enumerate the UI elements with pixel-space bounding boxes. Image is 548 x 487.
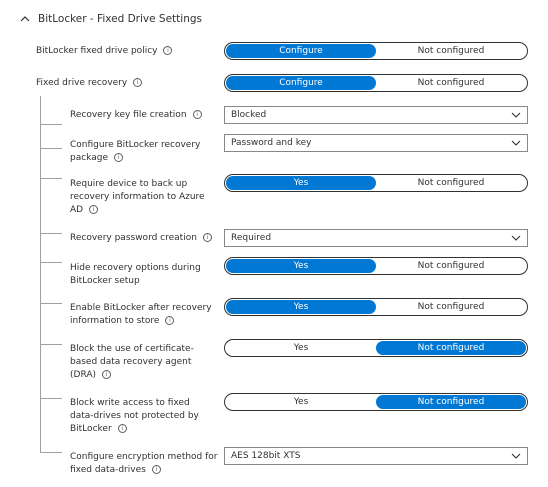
info-icon[interactable]: i xyxy=(203,233,212,242)
setting-label-pwd-creation: Recovery password creation i xyxy=(70,232,212,245)
toggle-option-not-configured[interactable]: Not configured xyxy=(417,261,485,271)
tree-branch xyxy=(40,303,62,304)
chevron-down-icon xyxy=(511,111,521,119)
toggle-option-configure[interactable]: Configure xyxy=(226,44,376,58)
tree-branch xyxy=(40,124,62,125)
toggle-enable-after[interactable] xyxy=(224,298,528,316)
chevron-down-icon xyxy=(511,139,521,147)
setting-label-enable-after: Enable BitLocker after recovery information to store i xyxy=(70,303,212,326)
select-value: AES 128bit XTS xyxy=(231,451,301,461)
chevron-down-icon xyxy=(511,452,521,460)
info-icon[interactable]: i xyxy=(89,205,98,214)
toggle-option-not-configured[interactable]: Not configured xyxy=(376,341,526,355)
toggle-hide-options[interactable] xyxy=(224,257,528,275)
select-pwd-creation[interactable] xyxy=(224,229,528,247)
toggle-option-yes[interactable]: Yes xyxy=(293,343,309,353)
tree-branch xyxy=(40,262,62,263)
info-icon[interactable]: i xyxy=(152,465,161,474)
setting-label-encryption: Configure encryption method for fixed data-drives i xyxy=(70,452,218,475)
setting-label-hide-options: Hide recovery options during BitLocker setup xyxy=(70,263,201,286)
tree-branch xyxy=(40,344,62,345)
tree-branch xyxy=(40,178,62,179)
setting-label-policy: BitLocker fixed drive policy i xyxy=(36,45,172,58)
select-encryption[interactable] xyxy=(224,447,528,465)
tree-branch xyxy=(40,398,62,399)
toggle-recovery[interactable] xyxy=(224,74,528,92)
info-icon[interactable]: i xyxy=(102,370,111,379)
toggle-backup-ad[interactable] xyxy=(224,174,528,192)
tree-branch xyxy=(40,148,62,149)
tree-branch xyxy=(40,452,62,453)
toggle-block-dra[interactable] xyxy=(224,339,528,357)
toggle-option-not-configured[interactable]: Not configured xyxy=(417,302,485,312)
toggle-option-yes[interactable]: Yes xyxy=(226,259,376,273)
toggle-option-not-configured[interactable]: Not configured xyxy=(376,395,526,409)
info-icon[interactable]: i xyxy=(165,316,174,325)
select-value: Required xyxy=(231,233,272,243)
info-icon[interactable]: i xyxy=(163,46,172,55)
toggle-block-write[interactable] xyxy=(224,393,528,411)
setting-label-recovery: Fixed drive recovery i xyxy=(36,77,142,90)
setting-label-block-write: Block write access to fixed data-drives not protected by BitLocker i xyxy=(70,398,199,434)
setting-label-backup-ad: Require device to back up recovery information to Azure AD i xyxy=(70,179,205,215)
toggle-policy[interactable] xyxy=(224,42,528,60)
toggle-option-yes[interactable]: Yes xyxy=(293,397,309,407)
info-icon[interactable]: i xyxy=(133,78,142,87)
toggle-option-not-configured[interactable]: Not configured xyxy=(417,46,485,56)
section-title: BitLocker - Fixed Drive Settings xyxy=(38,13,202,25)
toggle-option-not-configured[interactable]: Not configured xyxy=(417,78,485,88)
chevron-down-icon xyxy=(511,234,521,242)
select-key-file[interactable] xyxy=(224,106,528,124)
chevron-up-icon xyxy=(18,12,32,26)
setting-label-key-file: Recovery key file creation i xyxy=(70,109,202,122)
select-package[interactable] xyxy=(224,134,528,152)
info-icon[interactable]: i xyxy=(114,153,123,162)
setting-label-package: Configure BitLocker recovery package i xyxy=(70,140,201,163)
tree-branch xyxy=(40,233,62,234)
section-header[interactable] xyxy=(18,11,202,27)
info-icon[interactable]: i xyxy=(193,110,202,119)
setting-label-block-dra: Block the use of certificate- based data recovery agent (DRA) i xyxy=(70,344,194,380)
toggle-option-yes[interactable]: Yes xyxy=(226,176,376,190)
toggle-option-configure[interactable]: Configure xyxy=(226,76,376,90)
toggle-option-not-configured[interactable]: Not configured xyxy=(417,178,485,188)
select-value: Password and key xyxy=(231,138,312,148)
toggle-option-yes[interactable]: Yes xyxy=(226,300,376,314)
select-value: Blocked xyxy=(231,110,267,120)
info-icon[interactable]: i xyxy=(118,424,127,433)
